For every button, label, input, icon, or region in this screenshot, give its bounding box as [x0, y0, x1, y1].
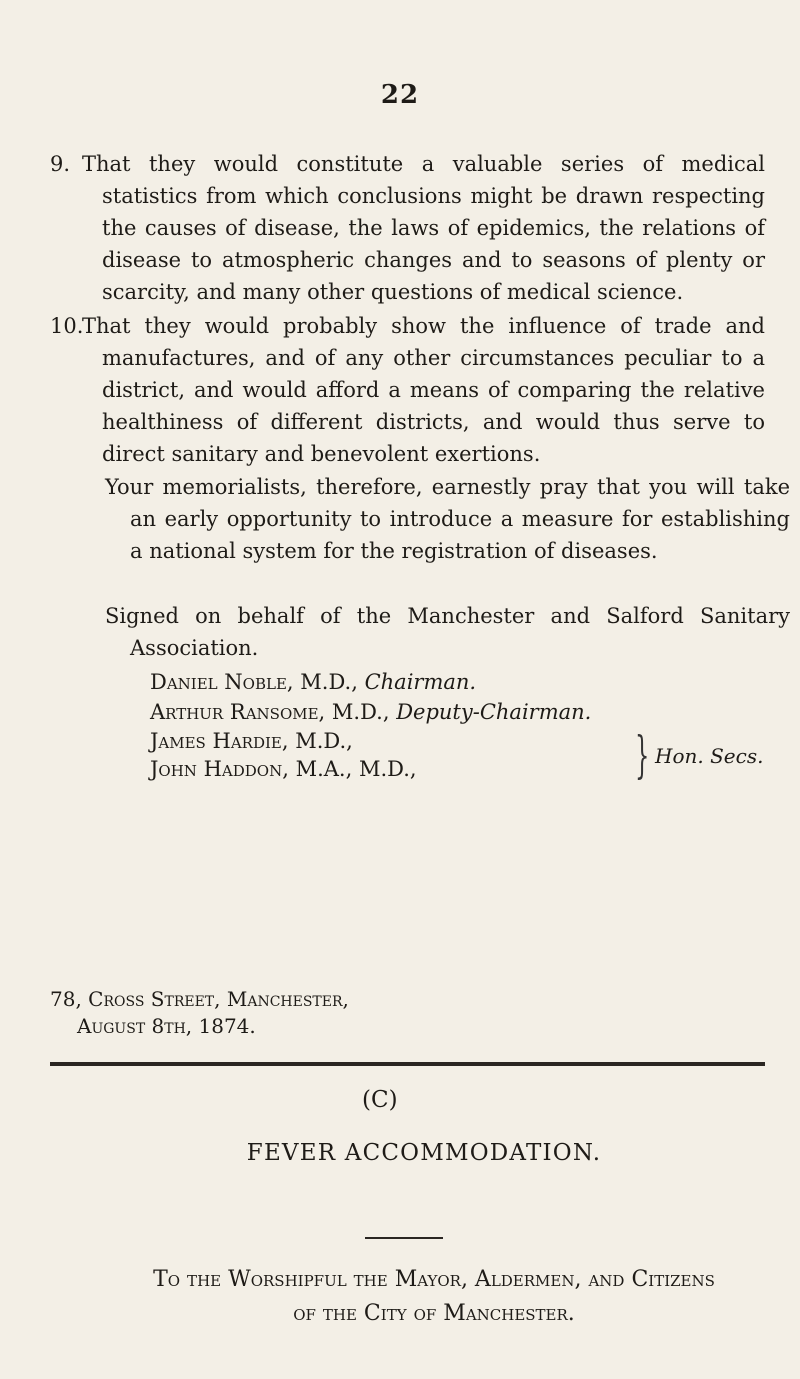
- section-title: FEVER ACCOMMODATION.: [246, 1140, 602, 1166]
- item-text: That they would probably show the influence of trade and manufactures, and of any other circumstances peculiar to a district, and would afford a means of comparing the relative healthiness of different districts, and would thus serve to direct sanitary and benevolent exertions.: [82, 314, 765, 466]
- signatory-name: Arthur Ransome, M.D.,: [150, 700, 390, 724]
- signatory-name: John Haddon, M.A., M.D.,: [150, 757, 417, 781]
- signatory-name: James Hardie, M.D.,: [150, 729, 353, 753]
- address-line: 78, Cross Street, Manchester,: [50, 987, 349, 1011]
- prayer-paragraph: Your memorialists, therefore, earnestly pray that you will take an early opportunity to introduce a measure for establishing a national system for the registration of diseases.: [105, 475, 790, 563]
- sender-address: [50, 986, 349, 1040]
- item-number: 9.: [50, 152, 71, 176]
- signatory-role: Chairman.: [364, 670, 477, 694]
- secretaries-role: Hon. Secs.: [655, 744, 764, 768]
- signatory-chairman: [150, 668, 476, 696]
- signatory-name: Daniel Noble, M.D.,: [150, 670, 358, 694]
- section-label: (C): [362, 1087, 398, 1113]
- item-text: That they would constitute a valuable series of medical statistics from which conclusions might be drawn respecting the causes of disease, the laws of epidemics, the relations of disease to atmospheric changes and to seasons of plenty or scarcity, and many other questions of medical science.: [82, 152, 765, 304]
- signed-on-behalf: Signed on behalf of the Manchester and Salford Sanitary Association.: [105, 604, 790, 660]
- divider: [365, 1237, 443, 1239]
- address-date: August 8th, 1874.: [77, 1014, 256, 1038]
- brace-glyph: }: [635, 726, 650, 784]
- signatory-role: Deputy-Chairman.: [396, 700, 592, 724]
- item-number: 10.: [50, 314, 84, 338]
- addressee-line: To the Worshipful the Mayor, Aldermen, and Citizens: [153, 1267, 715, 1292]
- page-number: 22: [380, 80, 420, 110]
- list-item: [50, 148, 765, 308]
- signatory-secretaries: [150, 726, 764, 787]
- list-item: [50, 310, 765, 470]
- addressee-line: of the City of Manchester.: [293, 1301, 575, 1326]
- signatory-deputy-chairman: [150, 698, 591, 726]
- addressee: [100, 1263, 768, 1331]
- divider: [50, 1062, 765, 1066]
